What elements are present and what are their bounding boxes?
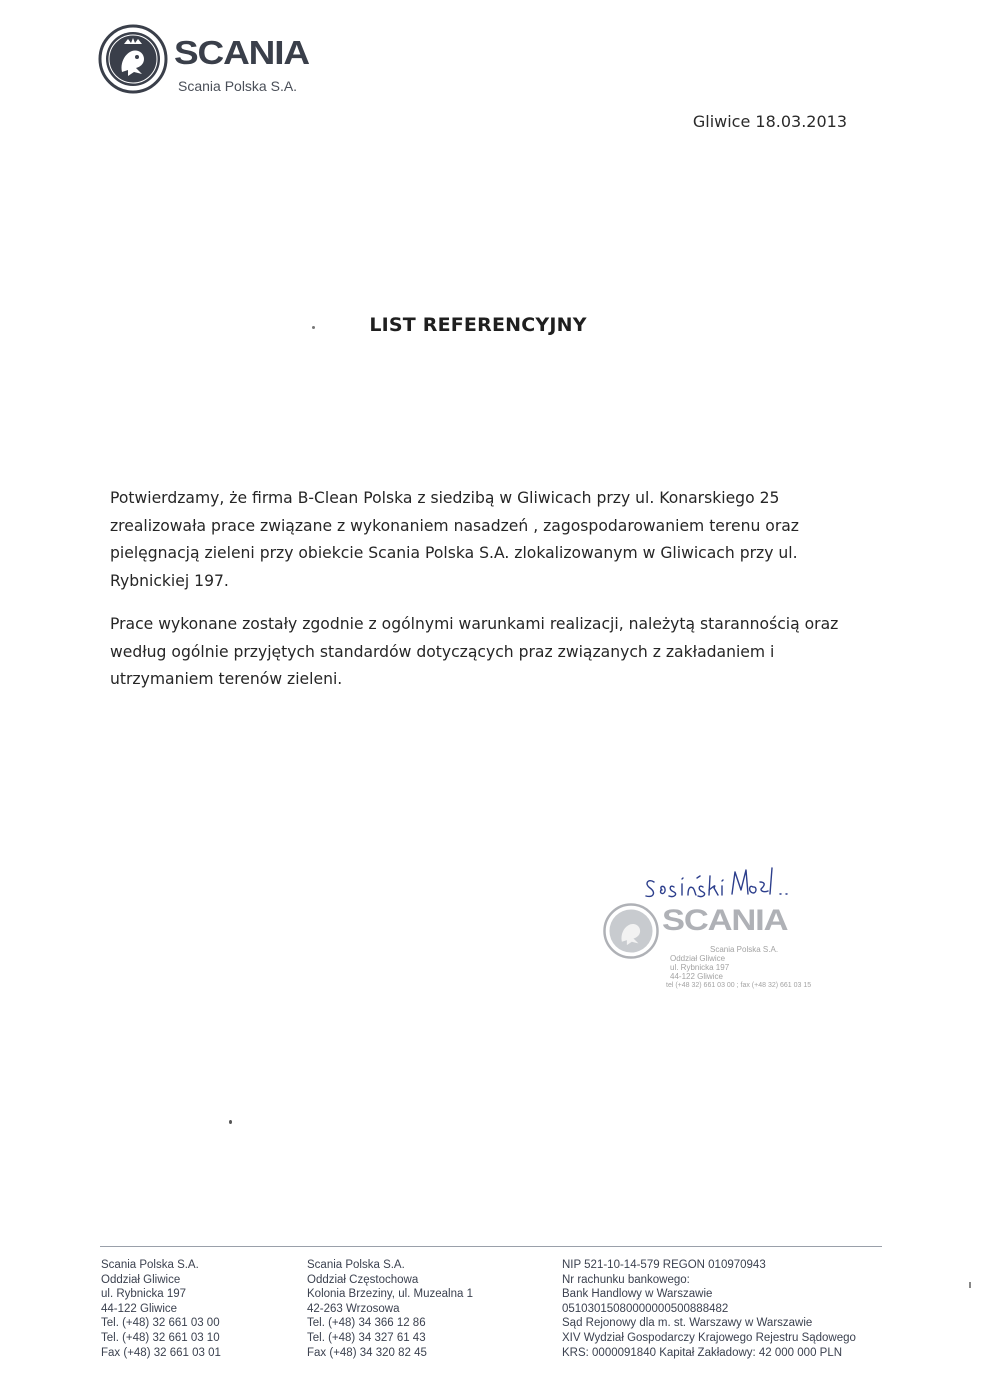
company-logo (98, 24, 358, 98)
footer-line: 42-263 Wrzosowa (307, 1302, 400, 1315)
griffin-emblem-icon (98, 24, 168, 94)
paragraph-1 (110, 485, 860, 595)
paragraph-2 (110, 611, 860, 694)
footer-line: Tel. (+48) 34 327 61 43 (307, 1331, 426, 1344)
footer-line: Fax (+48) 32 661 03 01 (101, 1346, 221, 1359)
document-title: LIST REFERENCYJNY (369, 314, 587, 336)
footer-line: Oddział Częstochowa (307, 1273, 419, 1286)
stamp-line: Scania Polska S.A. (710, 945, 779, 954)
stamp-line: 44-122 Gliwice (670, 972, 723, 981)
scan-speck (229, 1120, 232, 1124)
company-stamp (600, 900, 830, 1000)
brand-wordmark: SCANIA (174, 34, 309, 71)
footer-line: 44-122 Gliwice (101, 1302, 178, 1315)
footer-line: Fax (+48) 34 320 82 45 (307, 1346, 427, 1359)
footer-line: Nr rachunku bankowego: (562, 1273, 690, 1286)
stamp-line: tel (+48 32) 661 03 00 ; fax (+48 32) 661 03 15 (666, 982, 812, 989)
footer-line: Kolonia Brzeziny, ul. Muzealna 1 (307, 1288, 473, 1301)
footer-address-czestochowa (307, 1258, 473, 1360)
company-name: Scania Polska S.A. (178, 78, 298, 94)
stamp-wordmark: SCANIA (662, 904, 788, 937)
footer-line: Scania Polska S.A. (307, 1259, 405, 1271)
date-line: Gliwice 18.03.2013 (692, 112, 847, 131)
paragraph-text: Prace wykonane zostały zgodnie z ogólnymi warunkami realizacji, należytą starannością oraz według ogólnie przyjętych standardów dotyczących praz związanych z zakładaniem i utrzymaniem terenów zieleni. (110, 615, 839, 688)
footer-line: Scania Polska S.A. (101, 1259, 199, 1271)
footer-line: ul. Rybnicka 197 (101, 1288, 187, 1301)
footer-line: 05103015080000000500888482 (562, 1302, 729, 1315)
footer-line: Bank Handlowy w Warszawie (562, 1288, 713, 1301)
footer-divider (100, 1246, 882, 1247)
scan-speck (969, 1282, 971, 1288)
footer-company-registration (562, 1258, 856, 1360)
footer-line: Tel. (+48) 32 661 03 10 (101, 1331, 220, 1344)
footer-line: Tel. (+48) 32 661 03 00 (101, 1317, 220, 1330)
stamp-line: Oddział Gliwice (670, 954, 726, 963)
footer-line: Oddział Gliwice (101, 1273, 181, 1286)
footer-line: Tel. (+48) 34 366 12 86 (307, 1317, 426, 1330)
footer-line: XIV Wydział Gospodarczy Krajowego Rejestru Sądowego (562, 1331, 856, 1344)
paragraph-text: Potwierdzamy, że firma B-Clean Polska z siedzibą w Gliwicach przy ul. Konarskiego 25 zrealizowała prace związane z wykonaniem nasadzeń , zagospodarowaniem terenu oraz pielęgnacją zieleni przy obiekcie Scania Polska S.A. zlokalizowanym w Gliwicach przy ul. Rybnickiej 197. (110, 489, 799, 590)
footer-line: NIP 521-10-14-579 REGON 010970943 (562, 1259, 766, 1271)
footer-line: KRS: 0000091840 Kapitał Zakładowy: 42 000 000 PLN (562, 1346, 843, 1359)
footer-address-gliwice (101, 1258, 221, 1360)
griffin-emblem-icon (602, 902, 660, 960)
stamp-line: ul. Rybnicka 197 (670, 963, 730, 972)
footer-line: Sąd Rejonowy dla m. st. Warszawy w Warszawie (562, 1317, 813, 1330)
